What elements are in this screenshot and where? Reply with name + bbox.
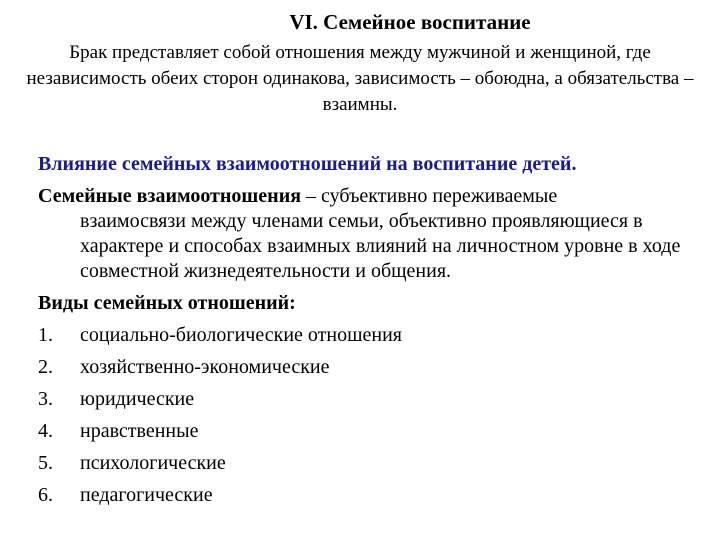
list-item bbox=[38, 447, 708, 479]
slide-body bbox=[38, 148, 708, 511]
types-heading: Виды семейных отношений: bbox=[38, 292, 296, 314]
list-number: 5. bbox=[38, 452, 53, 474]
definition-term: Семейные взаимоотношения bbox=[38, 185, 302, 207]
list-item-label: социально-биологические отношения bbox=[80, 324, 402, 346]
definition-continuation: взаимосвязи между членами семьи, объективно проявляющиеся в характере и способах взаимных влияний на личностном уровне в ходе совместной жизнедеятельности и общения. bbox=[80, 210, 681, 282]
list-item-label: нравственные bbox=[80, 420, 199, 442]
list-item-label: хозяйственно-экономические bbox=[80, 356, 330, 378]
list-number: 2. bbox=[38, 356, 53, 378]
slide-title: VI. Семейное воспитание bbox=[289, 10, 531, 34]
list-item bbox=[38, 479, 708, 511]
list-item-label: педагогические bbox=[80, 484, 213, 506]
list-item bbox=[38, 383, 708, 415]
list-number: 3. bbox=[38, 388, 53, 410]
definition-paragraph bbox=[38, 184, 708, 284]
list-item-label: психологические bbox=[80, 452, 226, 474]
intro-paragraph: Брак представляет собой отношения между мужчиной и женщиной, где независимость обеих сторон одинакова, зависимость – обоюдна, а обязательства – взаимны. bbox=[26, 42, 694, 115]
list-number: 4. bbox=[38, 420, 53, 442]
list-number: 1. bbox=[38, 324, 53, 346]
subheading: Влияние семейных взаимоотношений на воспитание детей. bbox=[38, 153, 577, 175]
definition-first-line: – субъективно переживаемые bbox=[301, 185, 558, 207]
list-item bbox=[38, 415, 708, 447]
list-item bbox=[38, 351, 708, 383]
types-list bbox=[38, 319, 708, 511]
list-number: 6. bbox=[38, 484, 53, 506]
list-item-label: юридические bbox=[80, 388, 195, 410]
list-item bbox=[38, 319, 708, 351]
